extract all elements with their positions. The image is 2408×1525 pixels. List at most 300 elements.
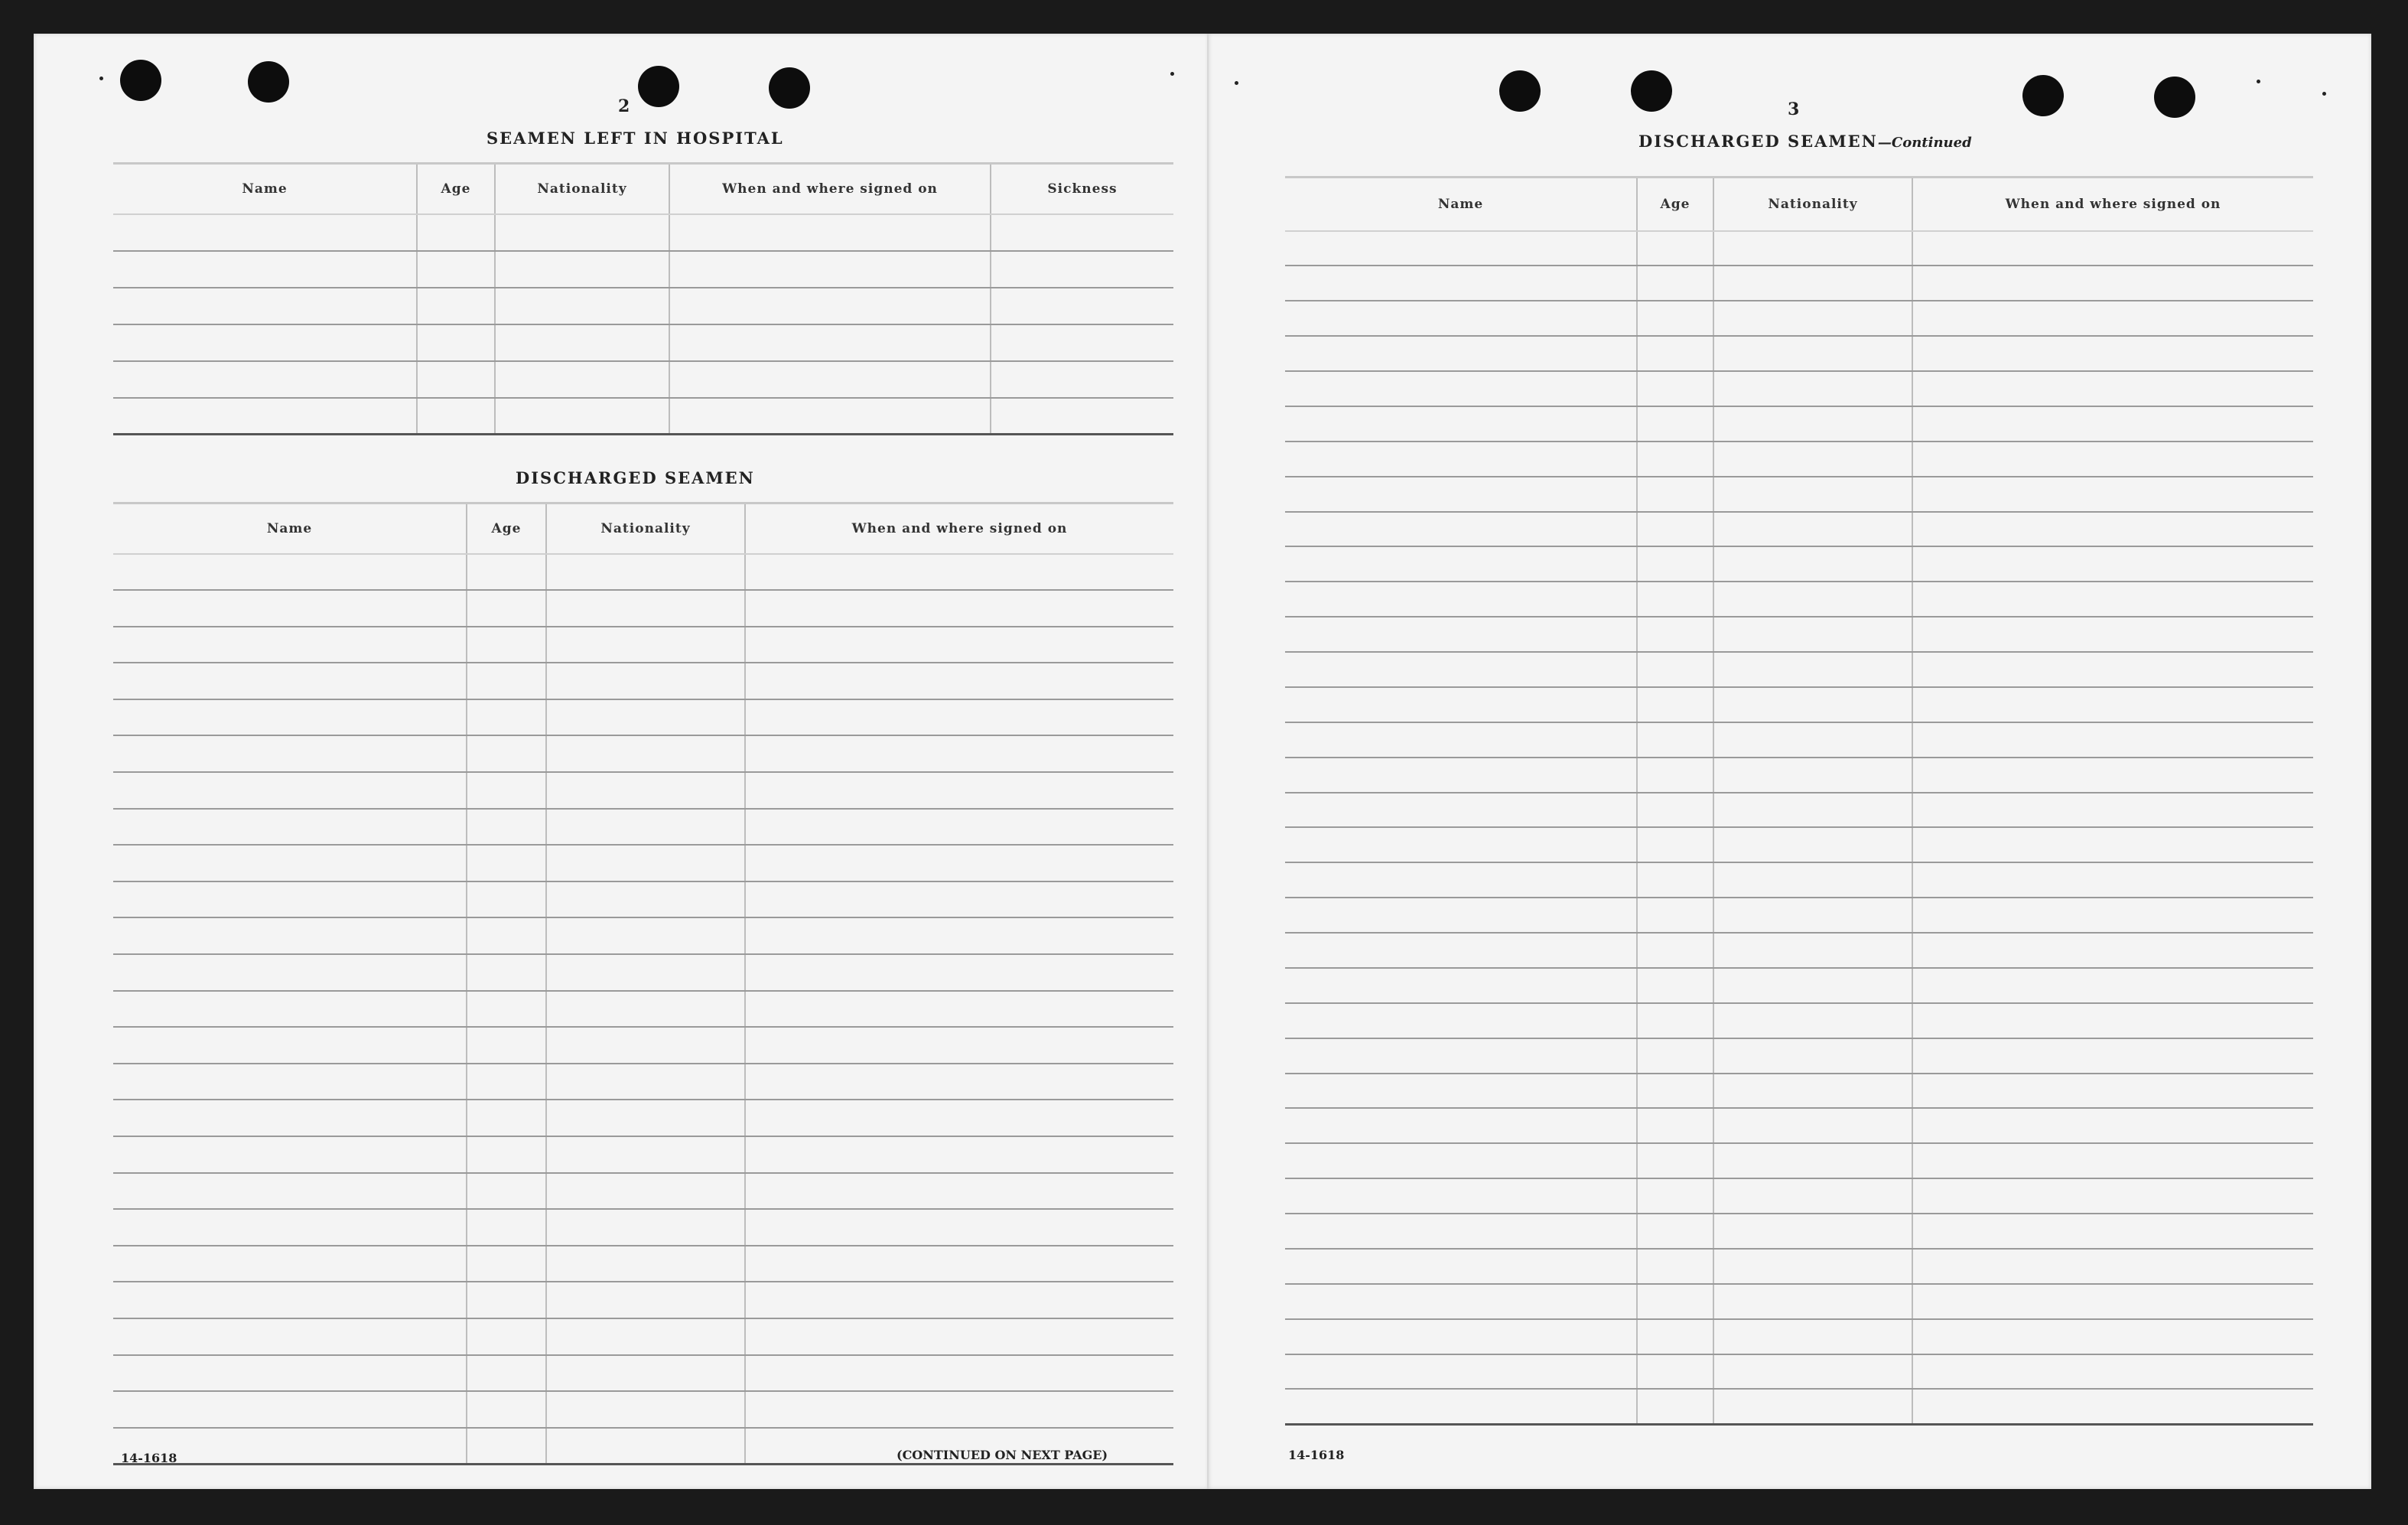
table-cell[interactable] <box>546 809 745 846</box>
table-cell[interactable] <box>1285 687 1637 722</box>
table-cell[interactable] <box>546 772 745 809</box>
table-cell[interactable] <box>546 845 745 881</box>
table-cell[interactable] <box>1637 582 1713 617</box>
table-cell[interactable] <box>1912 687 2313 722</box>
table-row <box>1285 1143 2313 1178</box>
table-cell[interactable] <box>1912 582 2313 617</box>
table-cell[interactable] <box>113 954 467 991</box>
table-cell[interactable] <box>467 1136 546 1173</box>
table-cell[interactable] <box>546 1318 745 1355</box>
table-cell[interactable] <box>1713 1354 1912 1390</box>
table-cell[interactable] <box>991 361 1173 398</box>
table-row <box>113 1355 1173 1392</box>
table-cell[interactable] <box>1912 1003 2313 1038</box>
table-cell[interactable] <box>113 1246 467 1282</box>
table-cell[interactable] <box>745 627 1173 663</box>
table-cell[interactable] <box>1637 1108 1713 1143</box>
table-cell[interactable] <box>1285 442 1637 477</box>
table-row <box>113 251 1173 288</box>
table-cell[interactable] <box>1912 898 2313 933</box>
column-header-name: Name <box>113 164 417 214</box>
table-cell[interactable] <box>467 627 546 663</box>
table-cell[interactable] <box>113 1173 467 1210</box>
table-cell[interactable] <box>1285 231 1637 266</box>
table-cell[interactable] <box>1637 862 1713 898</box>
table-cell[interactable] <box>546 1282 745 1318</box>
table-cell[interactable] <box>113 1282 467 1318</box>
table-cell[interactable] <box>745 772 1173 809</box>
table-cell[interactable] <box>1285 266 1637 301</box>
table-row <box>113 809 1173 846</box>
table-row <box>113 1282 1173 1318</box>
table-cell[interactable] <box>467 1209 546 1246</box>
table-cell[interactable] <box>1713 652 1912 687</box>
table-cell[interactable] <box>113 699 467 736</box>
table-cell[interactable] <box>669 361 991 398</box>
table-cell[interactable] <box>467 735 546 772</box>
table-cell[interactable] <box>1713 1389 1912 1424</box>
table-cell[interactable] <box>1637 1354 1713 1390</box>
table-cell[interactable] <box>1912 442 2313 477</box>
table-cell[interactable] <box>1713 1038 1912 1074</box>
table-row <box>1285 652 2313 687</box>
table-cell[interactable] <box>467 991 546 1028</box>
table-cell[interactable] <box>1912 477 2313 512</box>
ink-speck <box>99 77 103 80</box>
table-cell[interactable] <box>1713 617 1912 652</box>
table-cell[interactable] <box>113 398 417 435</box>
table-cell[interactable] <box>1912 1143 2313 1178</box>
table-cell[interactable] <box>1912 1178 2313 1214</box>
table-cell[interactable] <box>1285 1319 1637 1354</box>
table-cell[interactable] <box>745 917 1173 954</box>
table-row <box>113 1391 1173 1428</box>
table-cell[interactable] <box>546 663 745 699</box>
table-cell[interactable] <box>113 251 417 288</box>
table-cell[interactable] <box>1912 1354 2313 1390</box>
table-cell[interactable] <box>1637 1038 1713 1074</box>
table-cell[interactable] <box>1912 1108 2313 1143</box>
table-cell[interactable] <box>1637 406 1713 442</box>
table-row <box>113 991 1173 1028</box>
table-cell[interactable] <box>467 809 546 846</box>
table-cell[interactable] <box>991 288 1173 324</box>
table-cell[interactable] <box>1912 1319 2313 1354</box>
table-cell[interactable] <box>1713 1284 1912 1319</box>
table-cell[interactable] <box>495 214 669 251</box>
table-cell[interactable] <box>1637 1284 1713 1319</box>
table-row <box>113 1173 1173 1210</box>
table-row <box>113 1318 1173 1355</box>
table-cell[interactable] <box>1912 722 2313 758</box>
table-cell[interactable] <box>1637 968 1713 1003</box>
table-cell[interactable] <box>1713 1108 1912 1143</box>
table-row <box>1285 862 2313 898</box>
table-cell[interactable] <box>1285 1214 1637 1249</box>
table-cell[interactable] <box>745 1136 1173 1173</box>
table-cell[interactable] <box>991 398 1173 435</box>
table-cell[interactable] <box>1285 371 1637 406</box>
table-cell[interactable] <box>113 1355 467 1392</box>
table-cell[interactable] <box>467 772 546 809</box>
table-cell[interactable] <box>1713 1319 1912 1354</box>
table-cell[interactable] <box>1912 617 2313 652</box>
table-cell[interactable] <box>1285 1108 1637 1143</box>
table-cell[interactable] <box>745 1209 1173 1246</box>
table-cell[interactable] <box>1637 793 1713 828</box>
table-cell[interactable] <box>1713 406 1912 442</box>
table-cell[interactable] <box>495 398 669 435</box>
table-cell[interactable] <box>1912 827 2313 862</box>
table-cell[interactable] <box>745 845 1173 881</box>
table-cell[interactable] <box>1285 406 1637 442</box>
table-cell[interactable] <box>1637 266 1713 301</box>
table-cell[interactable] <box>546 699 745 736</box>
table-cell[interactable] <box>546 1136 745 1173</box>
table-cell[interactable] <box>1637 1389 1713 1424</box>
hospital-section-title: SEAMEN LEFT IN HOSPITAL <box>486 129 784 148</box>
table-cell[interactable] <box>546 1064 745 1100</box>
table-cell[interactable] <box>1912 512 2313 547</box>
table-cell[interactable] <box>669 398 991 435</box>
table-cell[interactable] <box>1285 582 1637 617</box>
table-cell[interactable] <box>467 1282 546 1318</box>
column-header-name: Name <box>1285 178 1637 231</box>
table-cell[interactable] <box>1912 1038 2313 1074</box>
table-cell[interactable] <box>1713 301 1912 336</box>
table-cell[interactable] <box>546 554 745 591</box>
table-cell[interactable] <box>1637 1143 1713 1178</box>
table-cell[interactable] <box>1637 546 1713 582</box>
table-cell[interactable] <box>745 809 1173 846</box>
punch-hole <box>1631 70 1672 112</box>
table-cell[interactable] <box>546 1246 745 1282</box>
table-cell[interactable] <box>467 845 546 881</box>
table-cell[interactable] <box>1285 546 1637 582</box>
table-cell[interactable] <box>113 554 467 591</box>
table-cell[interactable] <box>1637 758 1713 793</box>
table-cell[interactable] <box>745 1173 1173 1210</box>
table-cell[interactable] <box>1713 1143 1912 1178</box>
table-cell[interactable] <box>113 809 467 846</box>
table-cell[interactable] <box>467 1318 546 1355</box>
table-row <box>1285 1214 2313 1249</box>
table-cell[interactable] <box>1285 793 1637 828</box>
table-cell[interactable] <box>669 288 991 324</box>
table-cell[interactable] <box>1285 968 1637 1003</box>
table-cell[interactable] <box>1713 933 1912 968</box>
table-cell[interactable] <box>1912 652 2313 687</box>
table-cell[interactable] <box>1713 968 1912 1003</box>
table-cell[interactable] <box>467 881 546 918</box>
table-cell[interactable] <box>546 881 745 918</box>
table-cell[interactable] <box>1713 722 1912 758</box>
table-cell[interactable] <box>546 954 745 991</box>
table-cell[interactable] <box>1285 1178 1637 1214</box>
table-row <box>1285 793 2313 828</box>
table-cell[interactable] <box>113 361 417 398</box>
table-cell[interactable] <box>1912 266 2313 301</box>
table-cell[interactable] <box>113 1100 467 1136</box>
table-cell[interactable] <box>495 288 669 324</box>
discharged-continued-title <box>1638 132 1972 151</box>
table-cell[interactable] <box>417 288 495 324</box>
table-cell[interactable] <box>1285 652 1637 687</box>
table-cell[interactable] <box>991 214 1173 251</box>
table-cell[interactable] <box>745 554 1173 591</box>
table-cell[interactable] <box>467 1173 546 1210</box>
table-cell[interactable] <box>1285 1354 1637 1390</box>
table-cell[interactable] <box>113 324 417 361</box>
table-cell[interactable] <box>113 663 467 699</box>
table-cell[interactable] <box>745 663 1173 699</box>
table-cell[interactable] <box>669 251 991 288</box>
table-cell[interactable] <box>745 954 1173 991</box>
column-header-age: Age <box>467 503 546 554</box>
table-cell[interactable] <box>991 251 1173 288</box>
table-cell[interactable] <box>546 1355 745 1392</box>
table-cell[interactable] <box>1637 933 1713 968</box>
table-cell[interactable] <box>1912 301 2313 336</box>
table-cell[interactable] <box>113 1064 467 1100</box>
table-cell[interactable] <box>1713 898 1912 933</box>
table-cell[interactable] <box>417 361 495 398</box>
table-cell[interactable] <box>1285 1284 1637 1319</box>
table-cell[interactable] <box>1285 512 1637 547</box>
table-cell[interactable] <box>467 663 546 699</box>
table-cell[interactable] <box>1285 862 1637 898</box>
table-cell[interactable] <box>1637 1003 1713 1038</box>
table-cell[interactable] <box>1637 1178 1713 1214</box>
table-cell[interactable] <box>1912 862 2313 898</box>
table-cell[interactable] <box>1713 371 1912 406</box>
table-cell[interactable] <box>113 214 417 251</box>
table-cell[interactable] <box>113 991 467 1028</box>
table-cell[interactable] <box>113 1136 467 1173</box>
table-cell[interactable] <box>467 1027 546 1064</box>
table-row <box>1285 1354 2313 1390</box>
table-cell[interactable] <box>1713 336 1912 371</box>
column-header-signed-on: When and where signed on <box>1912 178 2313 231</box>
table-cell[interactable] <box>1713 793 1912 828</box>
table-cell[interactable] <box>1285 827 1637 862</box>
table-cell[interactable] <box>1285 933 1637 968</box>
discharged-section-title: DISCHARGED SEAMEN <box>516 468 755 487</box>
table-cell[interactable] <box>1285 758 1637 793</box>
discharged-continued-table <box>1285 176 2313 1426</box>
table-cell[interactable] <box>113 881 467 918</box>
table-cell[interactable] <box>417 251 495 288</box>
table-cell[interactable] <box>745 1282 1173 1318</box>
table-cell[interactable] <box>1285 1003 1637 1038</box>
table-cell[interactable] <box>1713 1003 1912 1038</box>
table-cell[interactable] <box>546 1100 745 1136</box>
table-cell[interactable] <box>1285 1389 1637 1424</box>
table-cell[interactable] <box>546 1209 745 1246</box>
table-cell[interactable] <box>1637 301 1713 336</box>
table-cell[interactable] <box>546 1391 745 1428</box>
table-cell[interactable] <box>467 1355 546 1392</box>
table-cell[interactable] <box>1285 722 1637 758</box>
table-cell[interactable] <box>113 845 467 881</box>
table-cell[interactable] <box>745 1100 1173 1136</box>
table-cell[interactable] <box>1912 371 2313 406</box>
table-cell[interactable] <box>1912 546 2313 582</box>
table-cell[interactable] <box>546 1428 745 1465</box>
table-cell[interactable] <box>1637 687 1713 722</box>
table-cell[interactable] <box>1637 617 1713 652</box>
table-cell[interactable] <box>1713 862 1912 898</box>
table-cell[interactable] <box>745 1027 1173 1064</box>
table-cell[interactable] <box>1285 1249 1637 1284</box>
table-cell[interactable] <box>417 324 495 361</box>
table-cell[interactable] <box>1912 406 2313 442</box>
table-row <box>113 590 1173 627</box>
table-cell[interactable] <box>467 699 546 736</box>
column-header-name: Name <box>113 503 467 554</box>
table-cell[interactable] <box>745 1064 1173 1100</box>
table-cell[interactable] <box>546 917 745 954</box>
table-cell[interactable] <box>113 1318 467 1355</box>
table-cell[interactable] <box>1713 477 1912 512</box>
table-cell[interactable] <box>1637 231 1713 266</box>
table-cell[interactable] <box>669 214 991 251</box>
table-cell[interactable] <box>546 590 745 627</box>
table-cell[interactable] <box>1637 1249 1713 1284</box>
table-cell[interactable] <box>1912 1074 2313 1109</box>
table-row <box>113 917 1173 954</box>
table-cell[interactable] <box>1713 442 1912 477</box>
table-cell[interactable] <box>1637 477 1713 512</box>
table-cell[interactable] <box>1637 442 1713 477</box>
table-cell[interactable] <box>113 590 467 627</box>
table-cell[interactable] <box>1637 1074 1713 1109</box>
table-cell[interactable] <box>467 1246 546 1282</box>
table-cell[interactable] <box>113 627 467 663</box>
table-cell[interactable] <box>546 991 745 1028</box>
hospital-table <box>113 162 1173 435</box>
table-cell[interactable] <box>1637 898 1713 933</box>
table-cell[interactable] <box>1912 968 2313 1003</box>
table-cell[interactable] <box>113 288 417 324</box>
table-cell[interactable] <box>1912 1214 2313 1249</box>
table-cell[interactable] <box>1912 1389 2313 1424</box>
table-cell[interactable] <box>1713 1178 1912 1214</box>
table-cell[interactable] <box>467 554 546 591</box>
table-cell[interactable] <box>495 324 669 361</box>
table-cell[interactable] <box>467 1391 546 1428</box>
table-cell[interactable] <box>1713 687 1912 722</box>
table-cell[interactable] <box>1713 582 1912 617</box>
table-cell[interactable] <box>546 735 745 772</box>
table-cell[interactable] <box>113 1027 467 1064</box>
table-row <box>113 1100 1173 1136</box>
table-cell[interactable] <box>1713 231 1912 266</box>
table-row <box>1285 898 2313 933</box>
table-cell[interactable] <box>467 954 546 991</box>
table-cell[interactable] <box>1713 827 1912 862</box>
table-cell[interactable] <box>745 991 1173 1028</box>
table-cell[interactable] <box>745 699 1173 736</box>
table-cell[interactable] <box>417 398 495 435</box>
continued-note: (CONTINUED ON NEXT PAGE) <box>896 1448 1108 1462</box>
table-cell[interactable] <box>1637 652 1713 687</box>
table-cell[interactable] <box>1285 1074 1637 1109</box>
table-cell[interactable] <box>991 324 1173 361</box>
table-cell[interactable] <box>1713 1249 1912 1284</box>
table-cell[interactable] <box>1285 898 1637 933</box>
table-cell[interactable] <box>1637 371 1713 406</box>
table-cell[interactable] <box>1912 933 2313 968</box>
table-cell[interactable] <box>467 1100 546 1136</box>
table-cell[interactable] <box>113 917 467 954</box>
table-cell[interactable] <box>546 1027 745 1064</box>
table-cell[interactable] <box>745 881 1173 918</box>
table-cell[interactable] <box>467 917 546 954</box>
table-cell[interactable] <box>1912 1249 2313 1284</box>
table-cell[interactable] <box>113 1391 467 1428</box>
table-cell[interactable] <box>1637 512 1713 547</box>
table-cell[interactable] <box>113 772 467 809</box>
table-cell[interactable] <box>1713 1074 1912 1109</box>
table-cell[interactable] <box>1637 722 1713 758</box>
table-cell[interactable] <box>1285 301 1637 336</box>
table-cell[interactable] <box>745 1318 1173 1355</box>
table-cell[interactable] <box>113 1209 467 1246</box>
table-cell[interactable] <box>467 1064 546 1100</box>
table-cell[interactable] <box>745 735 1173 772</box>
table-cell[interactable] <box>745 1246 1173 1282</box>
table-cell[interactable] <box>467 1428 546 1465</box>
table-cell[interactable] <box>1285 336 1637 371</box>
table-cell[interactable] <box>495 361 669 398</box>
punch-hole <box>769 67 810 109</box>
table-cell[interactable] <box>113 735 467 772</box>
table-row <box>113 627 1173 663</box>
table-cell[interactable] <box>745 1355 1173 1392</box>
table-cell[interactable] <box>1637 1319 1713 1354</box>
table-row <box>1285 406 2313 442</box>
table-cell[interactable] <box>1713 546 1912 582</box>
table-cell[interactable] <box>1637 336 1713 371</box>
table-cell[interactable] <box>1912 793 2313 828</box>
table-cell[interactable] <box>467 590 546 627</box>
table-cell[interactable] <box>495 251 669 288</box>
table-cell[interactable] <box>745 590 1173 627</box>
table-cell[interactable] <box>669 324 991 361</box>
table-cell[interactable] <box>1637 1214 1713 1249</box>
table-cell[interactable] <box>1285 1143 1637 1178</box>
table-cell[interactable] <box>1285 1038 1637 1074</box>
table-cell[interactable] <box>546 1173 745 1210</box>
table-cell[interactable] <box>1713 758 1912 793</box>
table-cell[interactable] <box>1713 1214 1912 1249</box>
table-row <box>1285 336 2313 371</box>
table-cell[interactable] <box>1912 1284 2313 1319</box>
table-cell[interactable] <box>745 1391 1173 1428</box>
table-cell[interactable] <box>1713 266 1912 301</box>
page-number: 2 <box>618 96 630 116</box>
table-cell[interactable] <box>417 214 495 251</box>
table-cell[interactable] <box>1285 617 1637 652</box>
table-cell[interactable] <box>1912 758 2313 793</box>
table-cell[interactable] <box>1285 477 1637 512</box>
table-cell[interactable] <box>546 627 745 663</box>
table-cell[interactable] <box>1713 512 1912 547</box>
table-cell[interactable] <box>1912 336 2313 371</box>
table-cell[interactable] <box>1912 231 2313 266</box>
table-cell[interactable] <box>1637 827 1713 862</box>
